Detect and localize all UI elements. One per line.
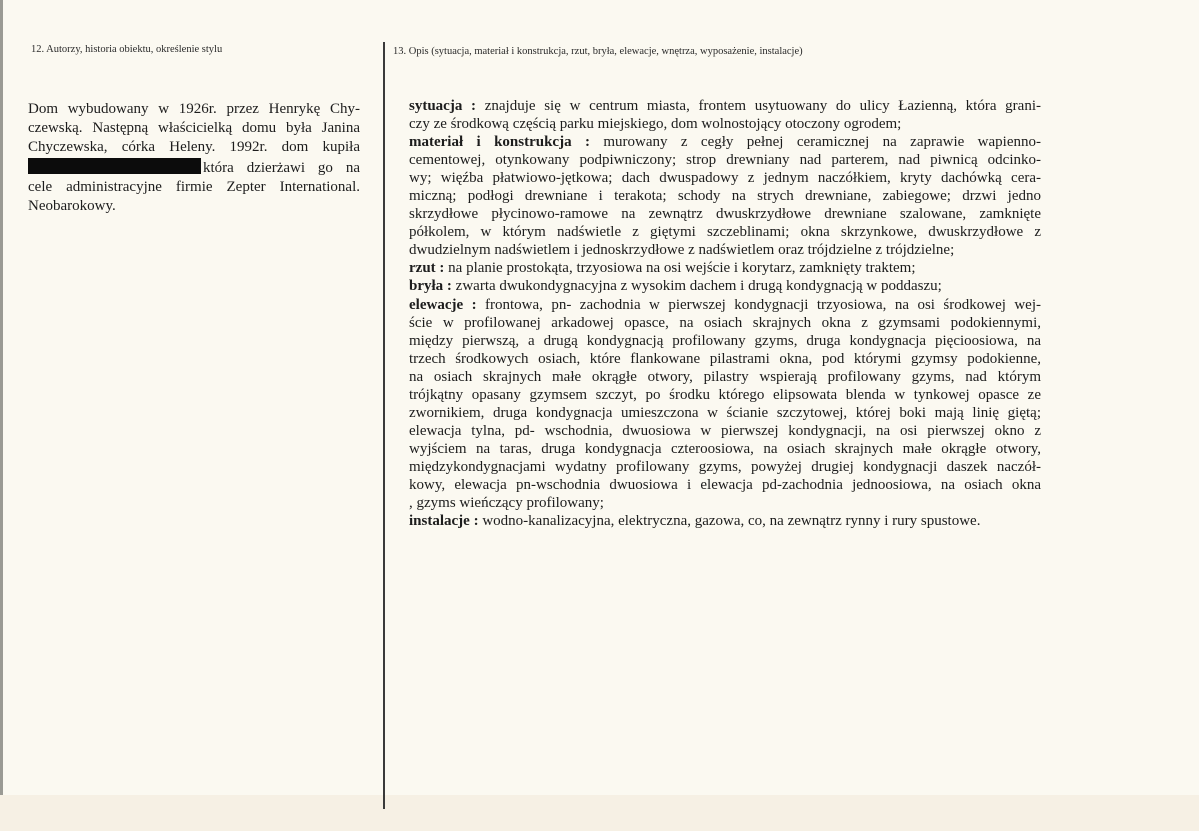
bryla-label: bryła : xyxy=(409,278,452,295)
redaction-bar xyxy=(28,158,201,174)
left-column-header: 12. Autorzy, historia obiektu, określenie stylu xyxy=(31,44,223,55)
description-text xyxy=(409,97,1041,530)
material-label: materiał i konstrukcja : xyxy=(409,134,590,151)
elewacje-line: elewacje : frontowa, pn- zachodnia w pierwszej kondygnacji trzyosiowa, na osi środkowej wej- xyxy=(409,296,1041,313)
history-text xyxy=(28,100,360,216)
material-line: cementowej, otynkowany podpiwniczony; strop drewniany nad parterem, nad piwnicą odcinko- xyxy=(409,152,1041,169)
history-line: czewską. Następną właścicielką domu była Janina xyxy=(28,120,360,137)
column-divider xyxy=(383,42,385,809)
history-line: cele administracyjne firmie Zepter International. xyxy=(28,178,360,195)
instalacje-line: instalacje : wodno-kanalizacyjna, elektryczna, gazowa, co, na zewnątrz rynny i rury spustowe. xyxy=(409,513,981,530)
elewacje-line: trzech środkowych osiach, które flankowane pilastrami okna, pod którymi gzymsy podokienne, xyxy=(409,350,1041,367)
elewacje-line: zwornikiem, druga kondygnacja umieszczona w ścianie szczytowej, której boki mają linię giętą; xyxy=(409,404,1041,421)
rzut-line: rzut : na planie prostokąta, trzyosiowa na osi wejście i korytarz, zamknięty traktem; xyxy=(409,260,916,277)
scan-bottom-band xyxy=(0,795,1199,831)
elewacje-line: kowy, elewacja pn-wschodnia dwuosiowa i elewacja pd-zachodnia jednoosiowa, na osiach okna xyxy=(409,476,1041,493)
material-line: wy; więźba płatwiowo-jętkowa; dach dwuspadowy z jednym naczółkiem, kryty dachówką cera- xyxy=(409,170,1041,187)
style-line: Neobarokowy. xyxy=(28,198,116,215)
material-line: półkolem, w którym nadświetle z giętymi szczeblinami; okna skrzynkowe, dwuskrzydłowe z xyxy=(409,224,1041,241)
elewacje-line: na osiach skrajnych małe okrągłe otwory, pilastry wspierają profilowany gzyms, nad którym xyxy=(409,368,1041,385)
instalacje-label: instalacje : xyxy=(409,513,479,530)
material-line: miczną; podłogi drewniane i terakota; schody na strych drewniane, zabiegowe; drzwi jedno xyxy=(409,188,1041,205)
material-line: materiał i konstrukcja : murowany z cegły pełnej ceramicznej na zaprawie wapienno- xyxy=(409,134,1041,151)
history-line: Chyczewska, córka Heleny. 1992r. dom kupiła xyxy=(28,139,360,156)
history-line: Dom wybudowany w 1926r. przez Henrykę Chy- xyxy=(28,101,360,117)
history-line-redacted xyxy=(28,158,360,178)
elewacje-line: między pierwszą, a drugą kondygnacją profilowany gzyms, druga kondygnacja pięcioosiowa, na xyxy=(409,332,1041,349)
bryla-line: bryła : zwarta dwukondygnacyjna z wysokim dachem i drugą kondygnacją w poddaszu; xyxy=(409,278,942,295)
elewacje-line: międzykondygnacjami wydatny profilowany gzyms, powyżej drugiej kondygnacji daszek naczół- xyxy=(409,458,1041,475)
rzut-label: rzut : xyxy=(409,260,445,277)
scan-page-edge xyxy=(0,0,3,831)
right-column-header: 13. Opis (sytuacja, materiał i konstrukcja, rzut, bryła, elewacje, wnętrza, wyposażenie, instalacje) xyxy=(393,46,803,57)
sytuacja-label: sytuacja : xyxy=(409,98,477,114)
sytuacja-line: sytuacja : znajduje się w centrum miasta, frontem usytuowany do ulicy Łazienną, która grani- xyxy=(409,98,1041,114)
elewacje-line: , gzyms wieńczący profilowany; xyxy=(409,495,604,512)
elewacje-line: wyjściem na taras, druga kondygnacja czteroosiowa, na osiach skrajnych małe okrągłe otwory, xyxy=(409,440,1041,457)
material-line: skrzydłowe płycinowo-ramowe na zewnątrz dwuskrzydłowe drewniane szalowane, zamknięte xyxy=(409,206,1041,223)
history-line-text: która dzierżawi go na xyxy=(203,159,360,176)
elewacje-label: elewacje : xyxy=(409,296,477,313)
elewacje-line: elewacja tylna, pd- wschodnia, dwuosiowa w pierwszej kondygnacji, na osi pierwszej okno z xyxy=(409,422,1041,439)
sytuacja-line: czy ze środkową częścią parku miejskiego, dom wolnostojący otoczony ogrodem; xyxy=(409,116,902,133)
material-line: dwudzielnym nadświetlem i jednoskrzydłowe z nadświetlem oraz trójdzielne z trójdzielne; xyxy=(409,242,955,259)
elewacje-line: ście w profilowanej arkadowej opasce, na osiach skrajnych okna z gzymsami podokiennymi, xyxy=(409,314,1041,331)
elewacje-line: trójkątny opasany gzymsem szczyt, po środku którego elipsowata blenda w tynkowej opasce ze xyxy=(409,386,1041,403)
